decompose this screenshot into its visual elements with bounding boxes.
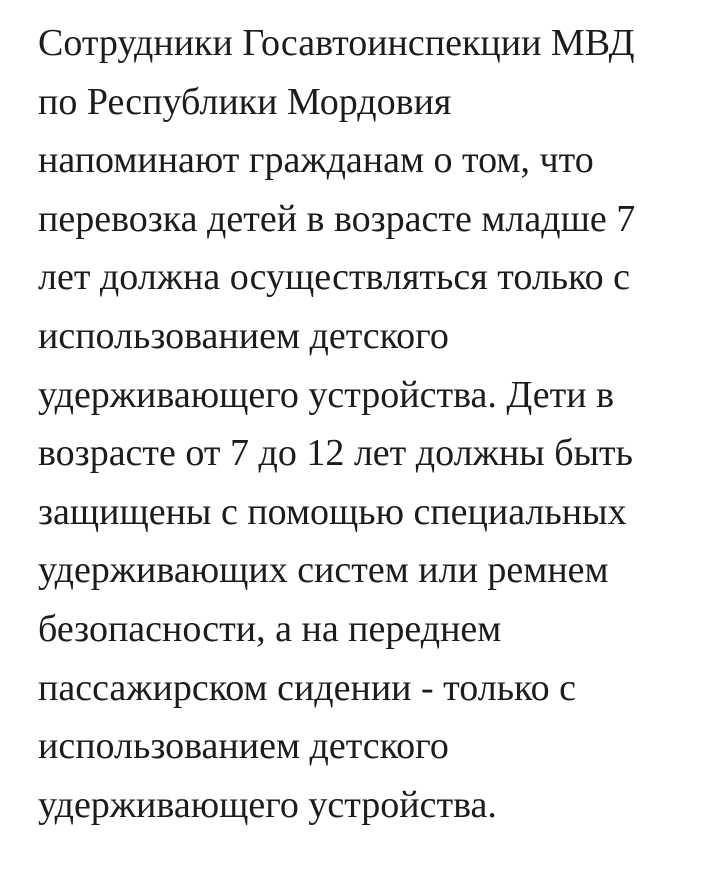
text-line: по Республики Мордовия (38, 80, 452, 123)
text-line: удерживающих систем или ремнем (38, 549, 609, 592)
text-line: использованием детского (38, 314, 449, 357)
text-line: безопасности, а на переднем (38, 607, 502, 650)
text-line: удерживающего устройства. (38, 783, 497, 826)
text-line: перевозка детей в возрасте младше 7 (38, 197, 636, 240)
text-line: лет должна осуществляться только с (38, 256, 631, 299)
text-line: защищены с помощью специальных (38, 490, 627, 533)
text-line: напоминают гражданам о том, что (38, 139, 594, 182)
text-line: возрасте от 7 до 12 лет должны быть (38, 432, 633, 475)
text-line: использованием детского (38, 725, 449, 768)
text-line: удерживающего устройства. Дети в (38, 373, 615, 416)
text-line: Сотрудники Госавтоинспекции МВД (38, 22, 635, 64)
text-line: пассажирском сидении - только с (38, 666, 576, 709)
